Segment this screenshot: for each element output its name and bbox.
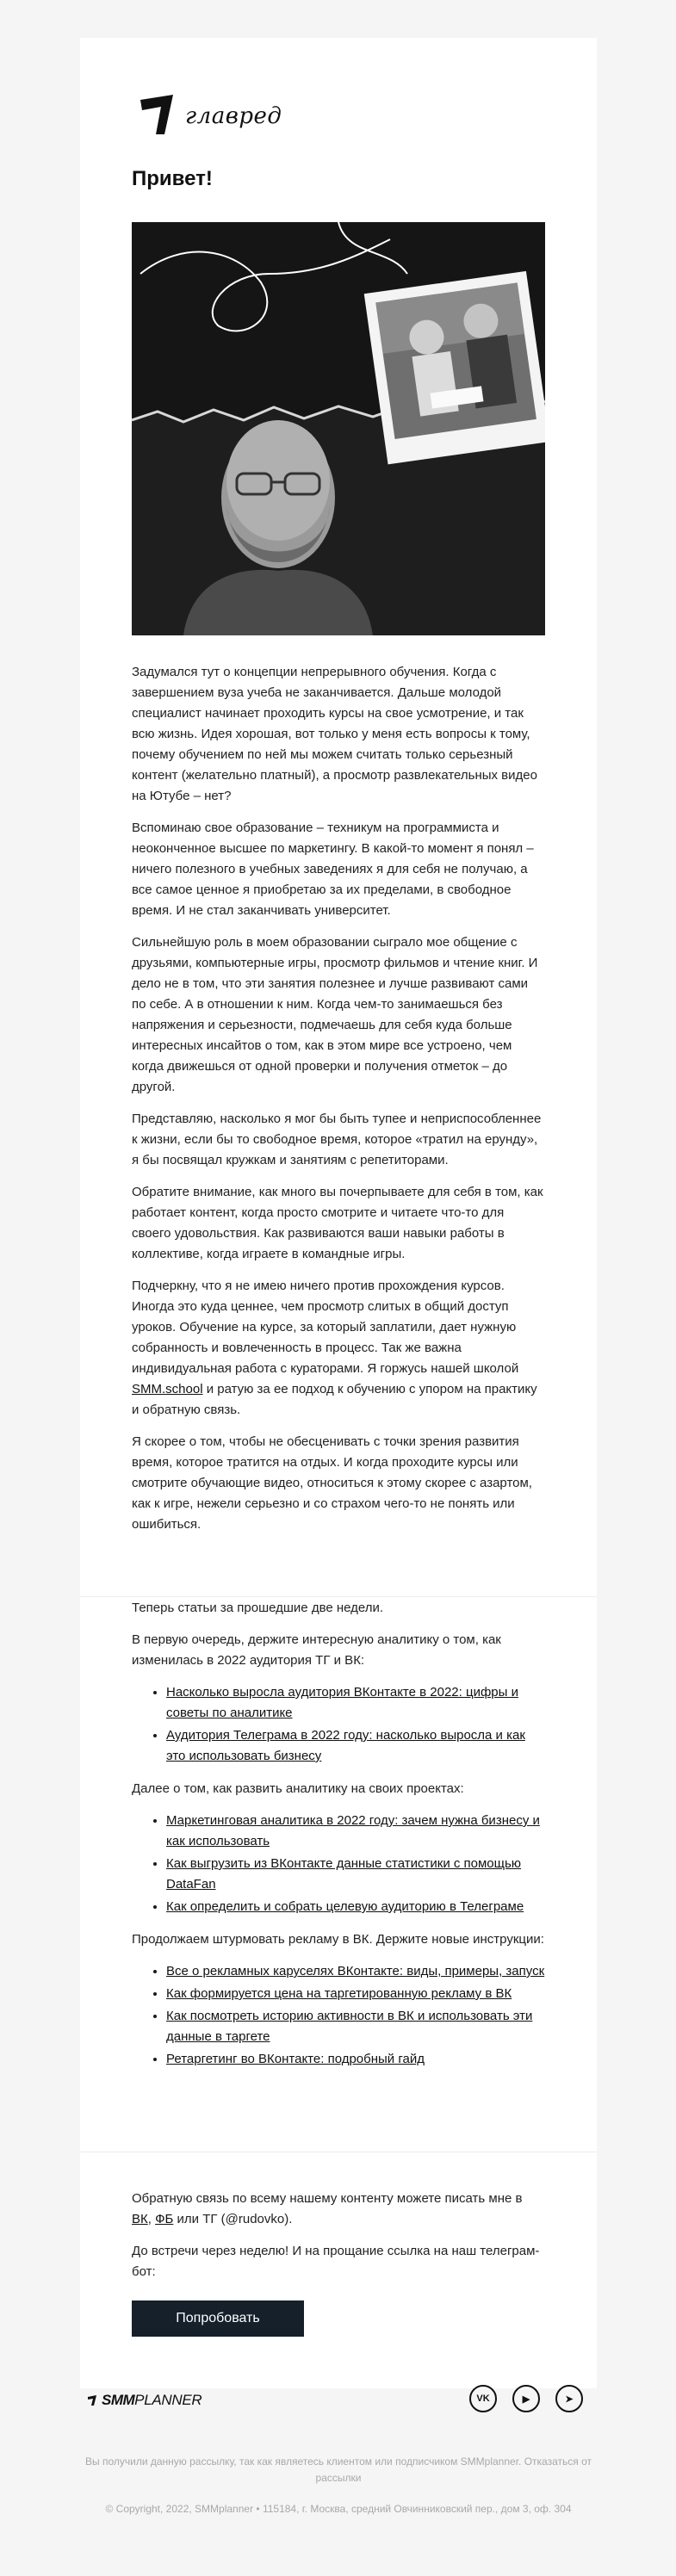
articles-group-lead: Далее о том, как развить аналитику на своих проектах:	[132, 1781, 464, 1796]
list-item	[166, 1984, 545, 2004]
list-item	[166, 1854, 545, 1895]
try-bot-button[interactable]: Попробовать	[132, 2300, 304, 2337]
unsubscribe-disclaimer[interactable]: Вы получили данную рассылку, так как являетесь клиентом или подписчиком SMMplanner. Отказаться от рассылки	[85, 2455, 592, 2484]
list-item	[166, 1961, 545, 1982]
list-item	[166, 1811, 545, 1852]
feedback-separator: ,	[147, 2212, 156, 2226]
list-item	[166, 2049, 545, 2070]
article-links-list	[132, 1811, 545, 1917]
para6-text-after: и ратую за ее подход к обучению с упором на практику и обратную связь.	[132, 1382, 537, 1417]
intro-paragraph: Представляю, насколько я мог бы быть тупее и неприспособленнее к жизни, если бы то свободное время, которое «тратил на ерунду», я бы посвящал кружкам и занятиям с репетиторами.	[132, 1112, 542, 1167]
intro-paragraph: Я скорее о том, чтобы не обесценивать с точки зрения развития время, которое тратится на отдых. И когда проходите курсы или смотрите обучающие видео, относиться к этому скорее с азартом, как к игре, нежели серьезно и со страхом чего-то не понять или ошибиться.	[132, 1434, 532, 1532]
intro-paragraph	[132, 1276, 545, 1421]
article-links-list	[132, 1961, 545, 2070]
feedback-text-after: или ТГ (@rudovko).	[173, 2212, 293, 2226]
article-link[interactable]: Как определить и собрать целевую аудиторию в Телеграме	[166, 1899, 524, 1914]
article-link[interactable]: Ретаргетинг во ВКонтакте: подробный гайд	[166, 2052, 425, 2066]
list-item	[166, 1682, 545, 1724]
articles-group-lead: Продолжаем штурмовать рекламу в ВК. Держите новые инструкции:	[132, 1932, 544, 1947]
articles-intro: Теперь статьи за прошедшие две недели.	[132, 1601, 384, 1615]
article-link[interactable]: Насколько выросла аудитория ВКонтакте в 2022: цифры и советы по аналитике	[166, 1685, 518, 1720]
article-link[interactable]: Аудитория Телеграма в 2022 году: насколько выросла и как это использовать бизнесу	[166, 1728, 525, 1763]
youtube-icon[interactable]: ▶	[512, 2385, 540, 2412]
list-item	[166, 1897, 545, 1917]
intro-paragraph: Вспоминаю свое образование – техникум на программиста и неоконченное высшее по маркетингу. В какой-то момент я понял – ничего полезного в учебных заведениях я для себя не получаю, а все самое ценное я приобретаю за их пределами, в свободное время. И не стал заканчивать университет.	[132, 820, 534, 918]
article-link[interactable]: Как выгрузить из ВКонтакте данные статистики с помощью DataFan	[166, 1856, 522, 1892]
brand-bold: SMM	[102, 2392, 135, 2408]
fb-link[interactable]: ФБ	[155, 2212, 174, 2226]
social-links	[469, 2385, 583, 2412]
article-link[interactable]: Маркетинговая аналитика в 2022 году: зачем нужна бизнесу и как использовать	[166, 1813, 540, 1848]
intro-paragraph: Обратите внимание, как много вы почерпываете для себя в том, как работает контент, когда просто смотрите и читаете что-то для своего удовольствия. Как развиваются ваши навыки работы в коллективе, когда играете в командные игры.	[132, 1185, 543, 1261]
telegram-icon[interactable]: ➤	[555, 2385, 583, 2412]
intro-paragraph: Сильнейшую роль в моем образовании сыграло мое общение с друзьями, компьютерные игры, просмотр фильмов и чтение книг. И дело не в том, что эти занятия полезнее и лучше развивают сами по себе. А в отношении к ним. Когда чем-то занимаешься без напряжения и серьезности, подмечаешь для себя куда больше интересных инсайтов о том, как в этом мире все устроено, чем когда движешься от одной проверки и получения отметок – до другой.	[132, 935, 538, 1094]
feedback-paragraph	[132, 2189, 545, 2230]
article-links-list	[132, 1682, 545, 1767]
feedback-section	[132, 2189, 545, 2294]
list-item	[166, 2006, 545, 2047]
glavred-logo[interactable]	[135, 90, 282, 150]
copyright-text: © Copyright, 2022, SMMplanner • 115184, г. Москва, средний Овчинниковский пер., дом 3, оф. 304	[105, 2503, 572, 2515]
smm-school-link[interactable]: SMM.school	[132, 1382, 203, 1396]
vk-link[interactable]: ВК	[132, 2212, 148, 2226]
articles-section	[132, 1598, 545, 2082]
intro-section	[132, 662, 545, 1546]
glavred-logo-mark-icon	[135, 90, 183, 141]
para6-text-before: Подчеркну, что я не имею ничего против прохождения курсов. Иногда это куда ценнее, чем просмотр слитых в общий доступ уроков. Обучение на курсе, за который заплатили, дает нужную собранность и вовлеченность в процесс. Так же важна индивидуальная работа с кураторами. Я горжусь нашей школой	[132, 1279, 519, 1376]
articles-group-lead: В первую очередь, держите интересную аналитику о том, как изменилась в 2022 аудитория ТГ и ВК:	[132, 1632, 501, 1668]
hero-photo-collage	[132, 222, 545, 635]
section-divider	[80, 1596, 597, 1597]
farewell-paragraph: До встречи через неделю! И на прощание ссылка на наш телеграм-бот:	[132, 2244, 540, 2279]
article-link[interactable]: Все о рекламных каруселях ВКонтакте: виды, примеры, запуск	[166, 1964, 545, 1978]
greeting-heading: Привет!	[132, 167, 213, 190]
article-link[interactable]: Как формируется цена на таргетированную рекламу в ВК	[166, 1986, 512, 2001]
article-link[interactable]: Как посмотреть историю активности в ВК и использовать эти данные в таргете	[166, 2009, 533, 2044]
brand-light: PLANNER	[134, 2392, 202, 2408]
smmplanner-mark-icon	[86, 2393, 98, 2407]
email-card	[80, 38, 597, 2388]
vk-icon[interactable]: VK	[469, 2385, 497, 2412]
smmplanner-logo[interactable]	[86, 2390, 202, 2411]
logo-text: главред	[185, 103, 282, 129]
feedback-text-before: Обратную связь по всему нашему контенту можете писать мне в	[132, 2191, 523, 2206]
list-item	[166, 1725, 545, 1767]
intro-paragraph: Задумался тут о концепции непрерывного обучения. Когда с завершением вуза учеба не заканчивается. Дальше молодой специалист начинает проходить курсы на свое усмотрение, и так всю жизнь. Идея хорошая, вот только у меня есть вопросы к тому, почему обучением по ней мы можем считать только серьезный контент (желательно платный), а просмотр развлекательных видео на Ютубе – нет?	[132, 665, 537, 803]
